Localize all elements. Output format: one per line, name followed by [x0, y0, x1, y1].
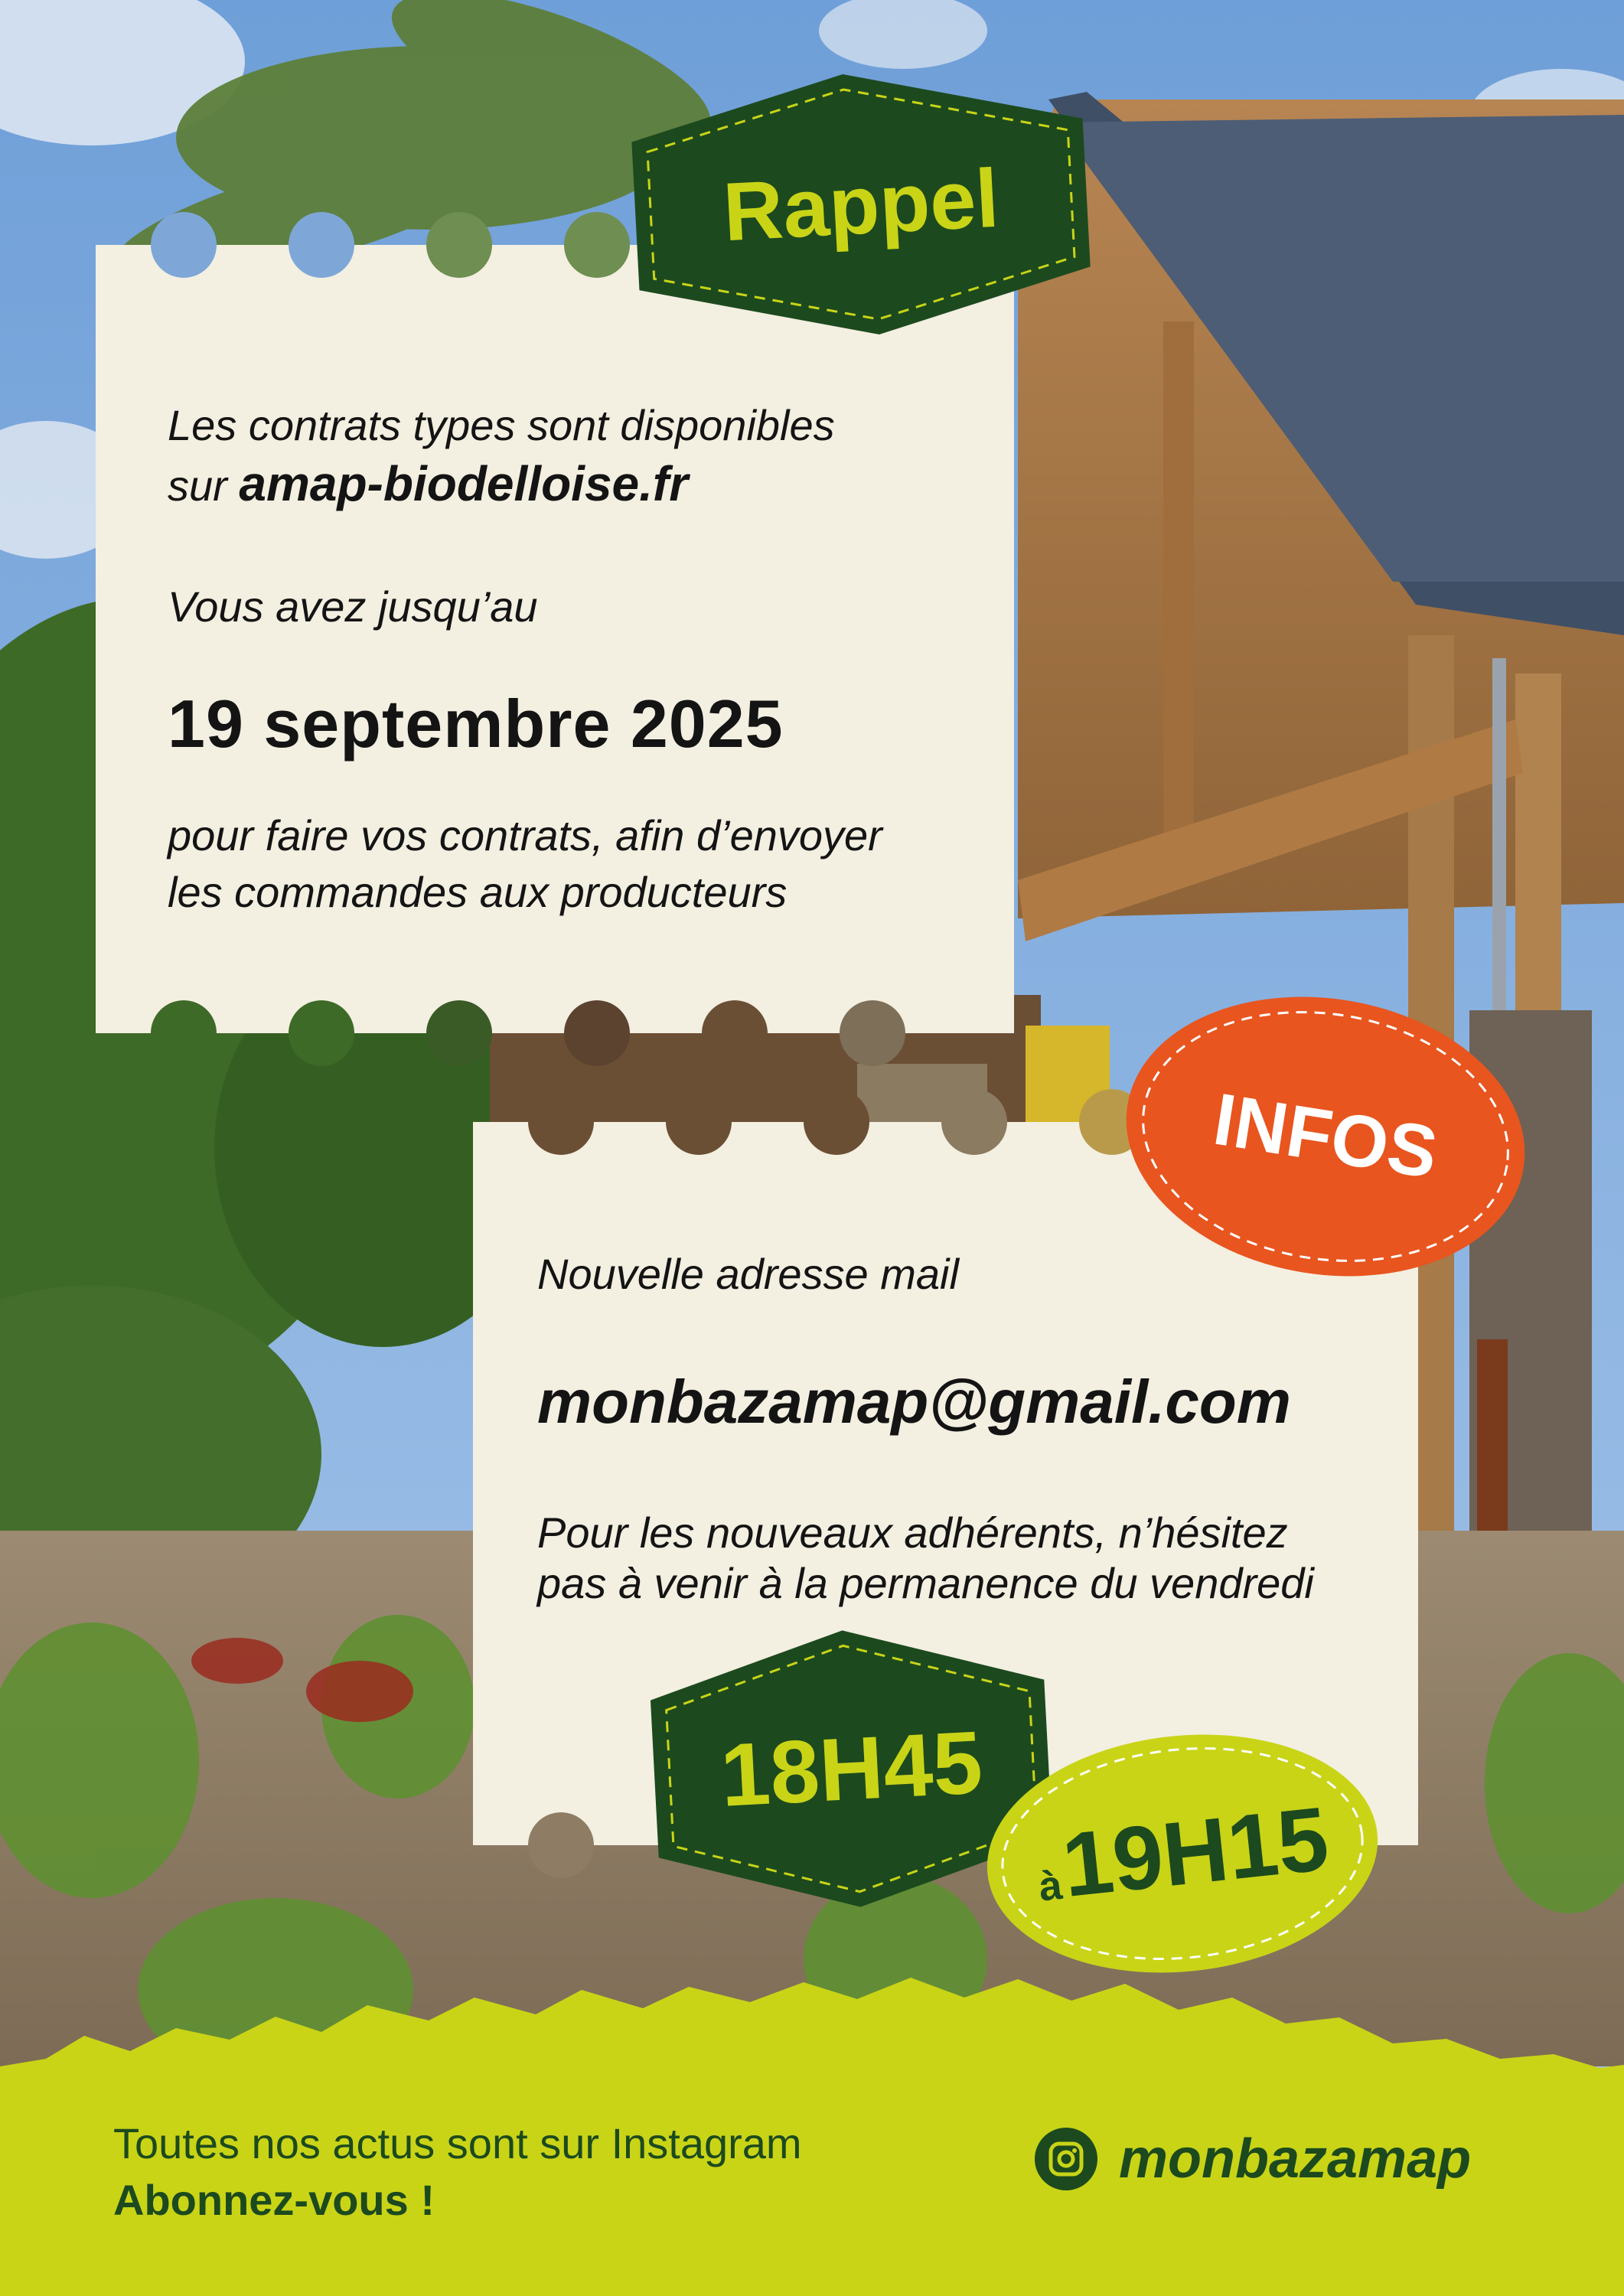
new-members-line2: pas à venir à la permanence du vendredi [537, 1559, 1314, 1607]
deadline-purpose-line2: les commandes aux producteurs [168, 868, 788, 916]
ticket-notch [426, 1000, 492, 1066]
end-time-value: 19H15 [1058, 1788, 1333, 1917]
ticket-notch [564, 1000, 630, 1066]
footer-subscribe-text: Abonnez-vous ! [113, 2176, 435, 2224]
ticket-notch [151, 212, 217, 278]
ticket-notch [528, 1812, 594, 1878]
ticket-notch [804, 1089, 869, 1155]
reminder-card [96, 245, 1014, 1033]
instagram-link[interactable] [1035, 2128, 1471, 2190]
ticket-notch [151, 1000, 217, 1066]
new-members-line1: Pour les nouveaux adhérents, n’hésitez [537, 1508, 1288, 1557]
start-time: 18H45 [718, 1712, 985, 1825]
footer-band [0, 1944, 1624, 2296]
new-members-info [537, 1508, 1314, 1609]
instagram-handle[interactable]: monbazamap [1119, 2128, 1472, 2190]
instagram-icon [1035, 2128, 1097, 2190]
ticket-notch [840, 1000, 905, 1066]
contracts-intro [168, 396, 835, 515]
new-email-label: Nouvelle adresse mail [537, 1250, 959, 1298]
website-link[interactable]: amap-biodelloise.fr [239, 456, 689, 511]
deadline-purpose [168, 807, 882, 921]
infos-badge [1098, 957, 1553, 1316]
ticket-notch [426, 212, 492, 278]
contracts-intro-line1: Les contrats types sont disponibles [168, 401, 835, 449]
ticket-notch [702, 1000, 768, 1066]
ticket-notch [941, 1089, 1007, 1155]
ticket-notch [528, 1089, 594, 1155]
contact-email[interactable]: monbazamap@gmail.com [537, 1368, 1291, 1436]
rappel-label: Rappel [721, 151, 1001, 258]
rappel-badge [613, 58, 1108, 351]
deadline-date: 19 septembre 2025 [168, 686, 784, 762]
contracts-intro-prefix: sur [168, 461, 240, 510]
end-time-prefix: à [1036, 1861, 1065, 1910]
ticket-notch [289, 212, 354, 278]
deadline-purpose-line1: pour faire vos contrats, afin d’envoyer [168, 811, 882, 859]
footer-instagram-text: Toutes nos actus sont sur Instagram [113, 2119, 802, 2167]
deadline-intro: Vous avez jusqu’au [168, 582, 538, 631]
ticket-notch [289, 1000, 354, 1066]
ticket-notch [666, 1089, 732, 1155]
infos-label: INFOS [1208, 1078, 1443, 1195]
